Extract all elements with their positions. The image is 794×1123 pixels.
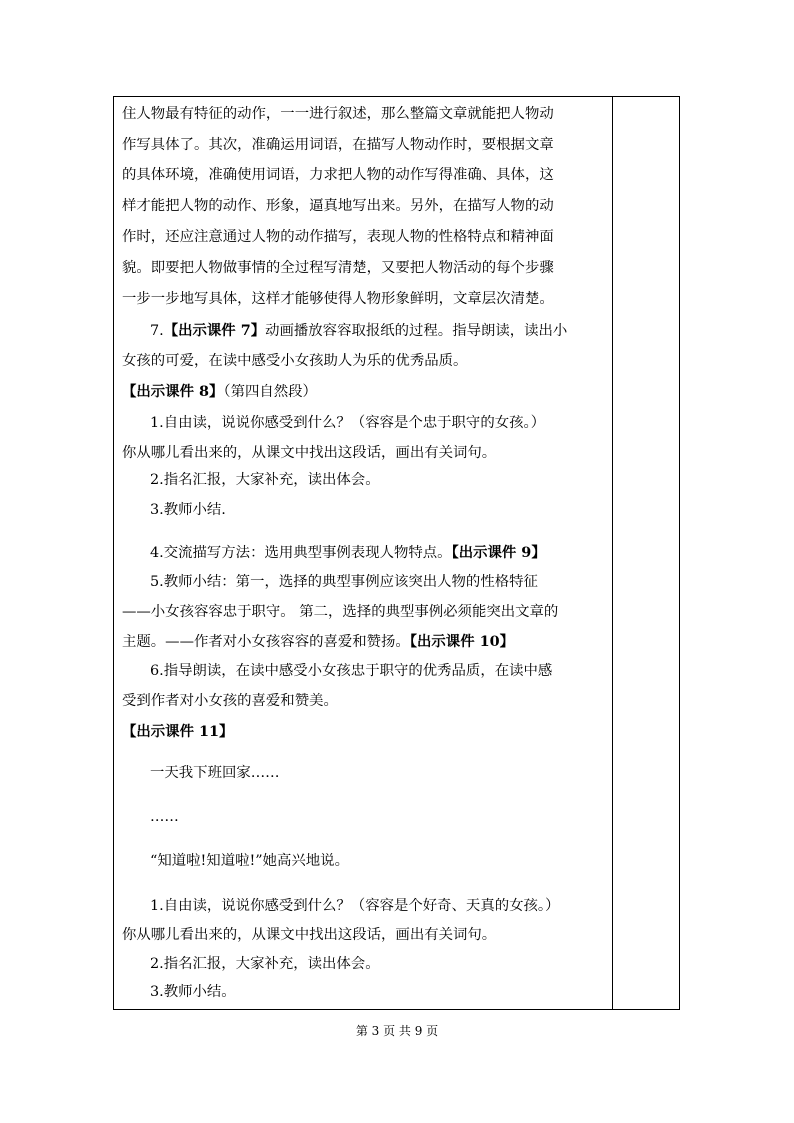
text-line: 受到作者对小女孩的喜爱和赞美。 [122, 693, 338, 709]
text-line: 貌。即要把人物做事情的全过程写清楚，又要把人物活动的每个步骤 [122, 260, 554, 276]
courseware-tag: 【出示课件 11】 [122, 723, 234, 740]
text-line: 作写具体了。其次，准确运用词语，在描写人物动作时，要根据文章 [122, 137, 554, 153]
text-line: 6.指导朗读，在读中感受小女孩忠于职守的优秀品质，在读中感 [150, 663, 553, 679]
text-line: 女孩的可爱，在读中感受小女孩助人为乐的优秀品质。 [122, 353, 468, 369]
text-line: 1.自由读，说说你感受到什么？（容容是个好奇、天真的女孩。） [150, 898, 560, 914]
text-line: 5.教师小结：第一，选择的典型事例应该突出人物的性格特征 [150, 574, 538, 590]
text-line: 作时，还应注意通过人物的动作描写，表现人物的性格特点和精神面 [122, 229, 554, 245]
courseware-tag: 【出示课件 10】 [409, 633, 515, 650]
text-line: 【出示课件 8】（第四自然段） [122, 383, 317, 400]
text-line [122, 716, 233, 748]
text-line: 一步一步地写具体，这样才能够使得人物形象鲜明，文章层次清楚。 [122, 291, 554, 307]
text-line: 1.自由读，说说你感受到什么？（容容是个忠于职守的女孩。） [150, 415, 546, 431]
text-line: “知道啦!知道啦!”她高兴地说。 [150, 853, 349, 869]
text-line: 3.教师小结。 [150, 984, 236, 1000]
text-line: 住人物最有特征的动作，一一进行叙述，那么整篇文章就能把人物动 [122, 106, 554, 122]
courseware-tag: 【出示课件 7】 [163, 322, 266, 339]
text-line: 一天我下班回家…… [150, 765, 280, 781]
courseware-tag: 【出示课件 9】 [451, 544, 546, 561]
text-line: 2.指名汇报，大家补充，读出体会。 [150, 472, 380, 488]
lesson-table [113, 96, 680, 1010]
page-footer: 第 3 页 共 9 页 [355, 1024, 439, 1038]
courseware-tag: 【出示课件 8】 [122, 383, 224, 400]
text-line: 的具体环境，准确使用词语，力求把人物的动作写得准确、具体，这 [122, 167, 554, 183]
text-line: 4.交流描写方法：选用典型事例表现人物特点。【出示课件 9】 [150, 544, 546, 561]
text-line: 主题。——作者对小女孩容容的喜爱和赞扬。【出示课件 10】 [122, 633, 515, 650]
text-line: 2.指名汇报，大家补充，读出体会。 [150, 956, 380, 972]
column-divider [612, 97, 613, 1009]
text-line: 7.【出示课件 7】动画播放容容取报纸的过程。指导朗读，读出小 [150, 322, 568, 339]
text-line: ——小女孩容容忠于职守。 第二，选择的典型事例必须能突出文章的 [122, 604, 559, 620]
text-line: 3.教师小结. [150, 502, 226, 518]
text-line: 样才能把人物的动作、形象，逼真地写出来。另外，在描写人物的动 [122, 198, 554, 214]
text-line: 你从哪儿看出来的，从课文中找出这段话，画出有关词句。 [122, 927, 497, 943]
text-line: …… [150, 809, 179, 825]
text-line: 你从哪儿看出来的，从课文中找出这段话，画出有关词句。 [122, 445, 497, 461]
